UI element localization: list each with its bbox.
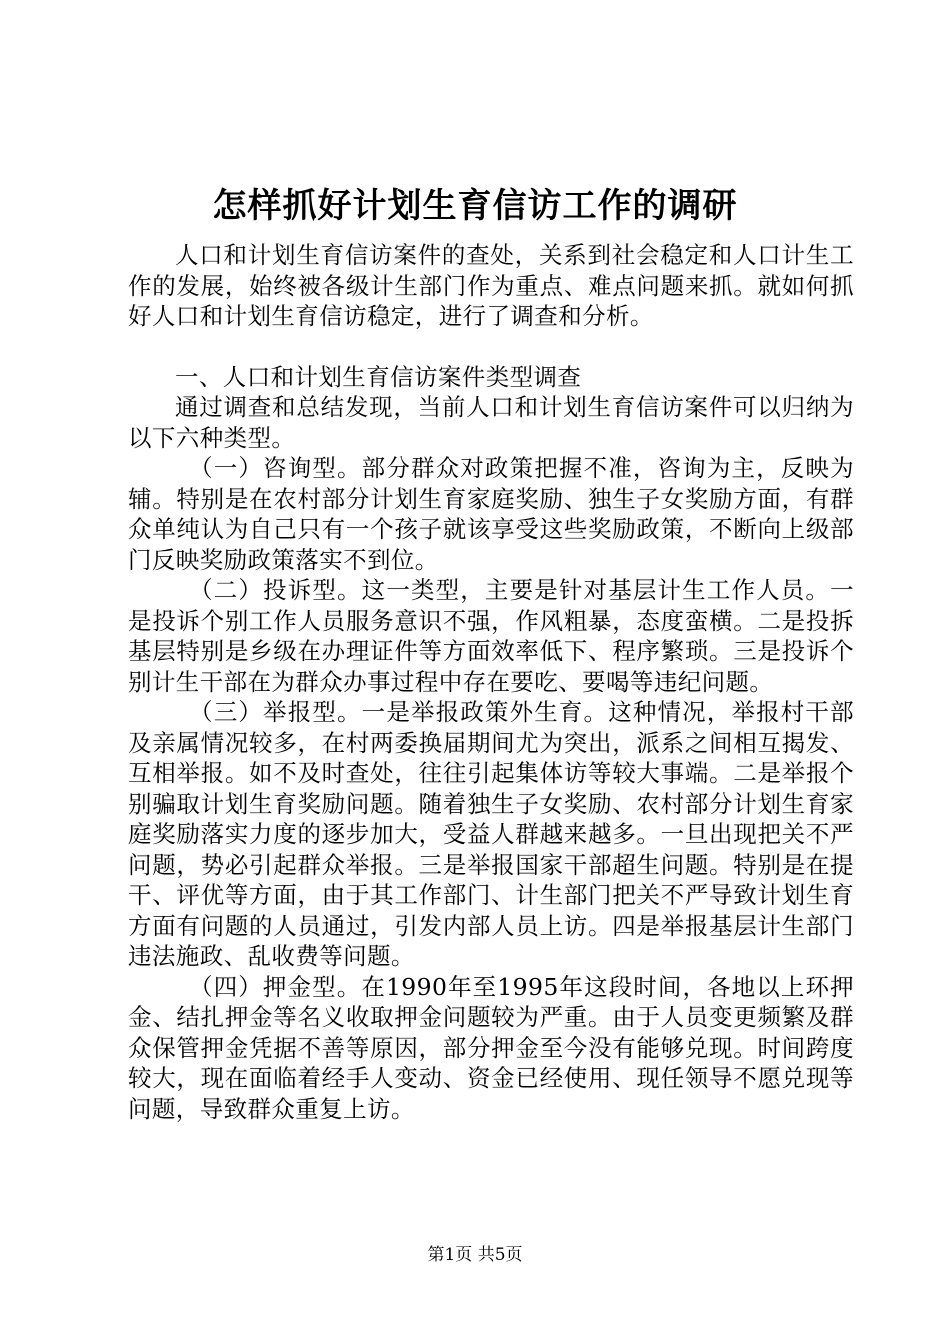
page-footer: 第1页 共5页: [427, 1245, 523, 1265]
type-deposit-paragraph: （四）押金型。在1990年至1995年这段时间，各地以上环押金、结扎押金等名义收取押金问题较为严重。由于人员变更频繁及群众保管押金凭据不善等原因，部分押金至今没有能够兑现。时间跨度较大，现在面临着经手人变动、资金已经使用、现任领导不愿兑现等问题，导致群众重复上访。: [128, 972, 854, 1123]
type-consultation-paragraph: （一）咨询型。部分群众对政策把握不准，咨询为主，反映为辅。特别是在农村部分计划生育家庭奖励、独生子女奖励方面，有群众单纯认为自己只有一个孩子就该享受这些奖励政策，不断向上级部门反映奖励政策落实不到位。: [128, 454, 854, 574]
type-complaint-paragraph: （二）投诉型。这一类型，主要是针对基层计生工作人员。一是投诉个别工作人员服务意识不强，作风粗暴，态度蛮横。二是投拆基层特别是乡级在办理证件等方面效率低下、程序繁琐。三是投诉个别计生干部在为群众办事过程中存在要吃、要喝等违纪问题。: [128, 576, 854, 696]
summary-paragraph: 通过调查和总结发现，当前人口和计划生育信访案件可以归纳为以下六种类型。: [128, 393, 854, 452]
document-title: 怎样抓好计划生育信访工作的调研: [212, 186, 738, 226]
document-body: [128, 240, 854, 1124]
type-report-paragraph: （三）举报型。一是举报政策外生育。这种情况，举报村干部及亲属情况较多，在村两委换届期间尤为突出，派系之间相互揭发、互相举报。如不及时查处，往往引起集体访等较大事端。二是举报个别骗取计划生育奖励问题。随着独生子女奖励、农村部分计划生育家庭奖励落实力度的逐步加大，受益人群越来越多。一旦出现把关不严问题，势必引起群众举报。三是举报国家干部超生问题。特别是在提干、评优等方面，由于其工作部门、计生部门把关不严导致计划生育方面有问题的人员通过，引发内部人员上访。四是举报基层计生部门违法施政、乱收费等问题。: [128, 698, 854, 970]
intro-paragraph: 人口和计划生育信访案件的查处，关系到社会稳定和人口计生工作的发展，始终被各级计生部门作为重点、难点问题来抓。就如何抓好人口和计划生育信访稳定，进行了调查和分析。: [128, 241, 854, 330]
section-heading: 一、人口和计划生育信访案件类型调查: [175, 362, 582, 391]
